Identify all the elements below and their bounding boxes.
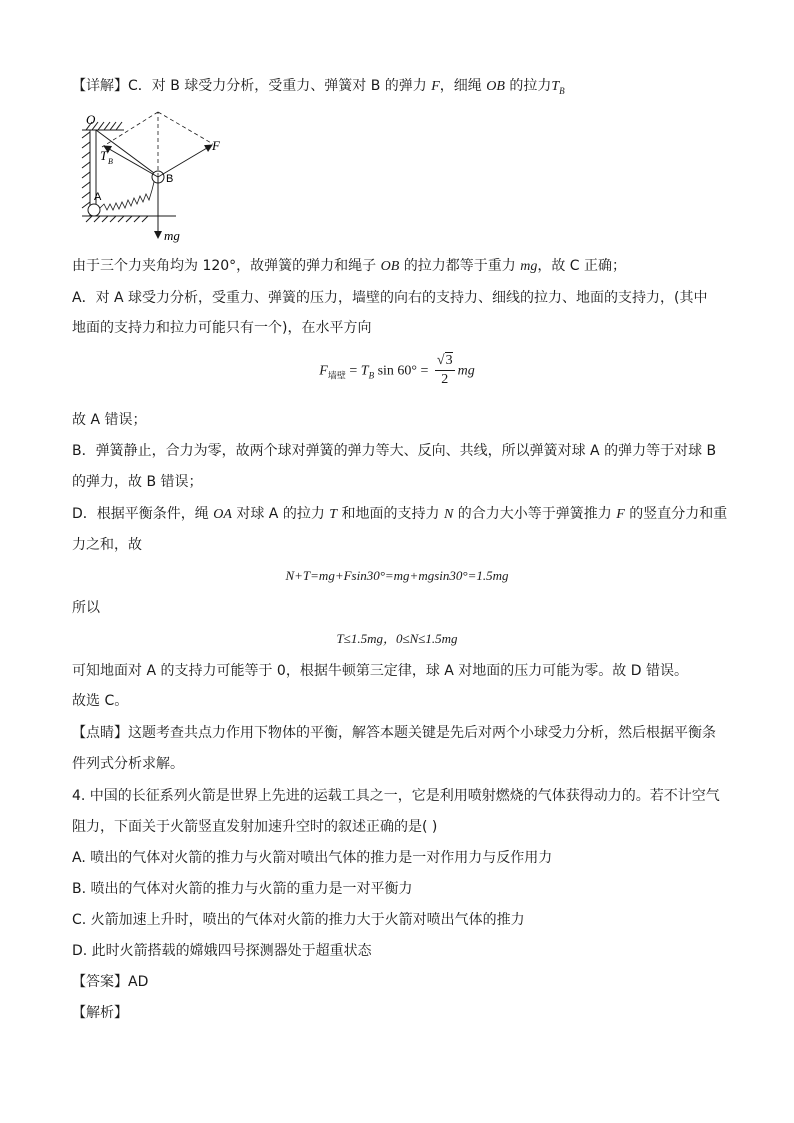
detail-line: 【详解】C．对 B 球受力分析，受重力、弹簧对 B 的弹力 F，细绳 OB 的拉力$T_B$	[72, 78, 565, 96]
analysis-label: 【解析】	[72, 1005, 128, 1021]
equation-balance: N+T=mg+Fsin30°=mg+mgsin30°=1.5mg	[285, 568, 509, 583]
label-a: A	[94, 191, 102, 203]
label-o: O	[86, 112, 96, 127]
question4-option-a: A. 喷出的气体对火箭的推力与火箭对喷出气体的推力是一对作用力与反作用力	[72, 850, 553, 866]
label-t: T	[100, 148, 108, 163]
c-conclusion: 由于三个力夹角均为 120°，故弹簧的弹力和绳子 OB 的拉力都等于重力 mg，故 C 正确；	[72, 258, 627, 274]
option-b-line2: 的弹力，故 B 错误；	[72, 474, 203, 490]
question4-line1: 4. 中国的长征系列火箭是世界上先进的运载工具之一，它是利用喷射燃烧的气体获得动力的。若不计空气	[72, 788, 720, 804]
label-f: F	[212, 138, 220, 153]
floor-hatch	[82, 216, 176, 222]
option-a-line2: 地面的支持力和拉力可能只有一个)，在水平方向	[72, 320, 372, 336]
comment-line2: 件列式分析求解。	[72, 756, 184, 772]
option-d-line3: 可知地面对 A 的支持力可能等于 0，根据牛顿第三定律，球 A 对地面的压力可能为零。故 D 错误。	[72, 663, 688, 679]
question4-line2: 阻力，下面关于火箭竖直发射加速升空时的叙述正确的是( )	[72, 819, 438, 835]
so-label: 所以	[72, 600, 100, 616]
detail-bracket: 【详解】	[72, 78, 128, 94]
label-b: B	[166, 173, 174, 185]
equation-range: T≤1.5mg，0≤N≤1.5mg	[336, 631, 458, 646]
answer-line: 【答案】AD	[72, 974, 149, 990]
question4-option-c: C. 火箭加速上升时，喷出的气体对火箭的推力大于火箭对喷出气体的推力	[72, 912, 525, 928]
comment-bracket: 【点睛】	[72, 725, 128, 741]
option-b-line1: B．弹簧静止，合力为零，故两个球对弹簧的弹力等大、反向、共线，所以弹簧对球 A 的弹力等于对球 B	[72, 443, 717, 459]
label-mg: mg	[164, 228, 180, 243]
spring	[100, 182, 154, 210]
label-t-sub: B	[108, 157, 113, 166]
option-d-line2: 力之和，故	[72, 537, 142, 553]
choice-line: 故选 C。	[72, 693, 129, 709]
ball-a	[88, 204, 100, 216]
option-a-wrong: 故 A 错误；	[72, 412, 147, 428]
question4-option-b: B. 喷出的气体对火箭的推力与火箭的重力是一对平衡力	[72, 881, 413, 897]
wall-hatch	[82, 130, 90, 216]
equation-wall-force: $F_{墙壁} = T_B$ sin 60° = $\frac{√3}{2}$ mg	[319, 353, 475, 387]
comment-line1: 【点睛】这题考查共点力作用下物体的平衡，解答本题关键是先后对两个小球受力分析，然后根据平衡条	[72, 725, 716, 741]
option-a-line1: A．对 A 球受力分析，受重力、弹簧的压力，墙壁的向右的支持力、细线的拉力、地面的支持力，(其中	[72, 290, 708, 306]
option-d-line1: D．根据平衡条件，绳 OA 对球 A 的拉力 T 和地面的支持力 N 的合力大小等于弹簧推力 F 的竖直分力和重	[72, 506, 728, 522]
question4-option-d: D. 此时火箭搭载的嫦娥四号探测器处于超重状态	[72, 943, 372, 959]
force-diagram	[80, 110, 260, 250]
